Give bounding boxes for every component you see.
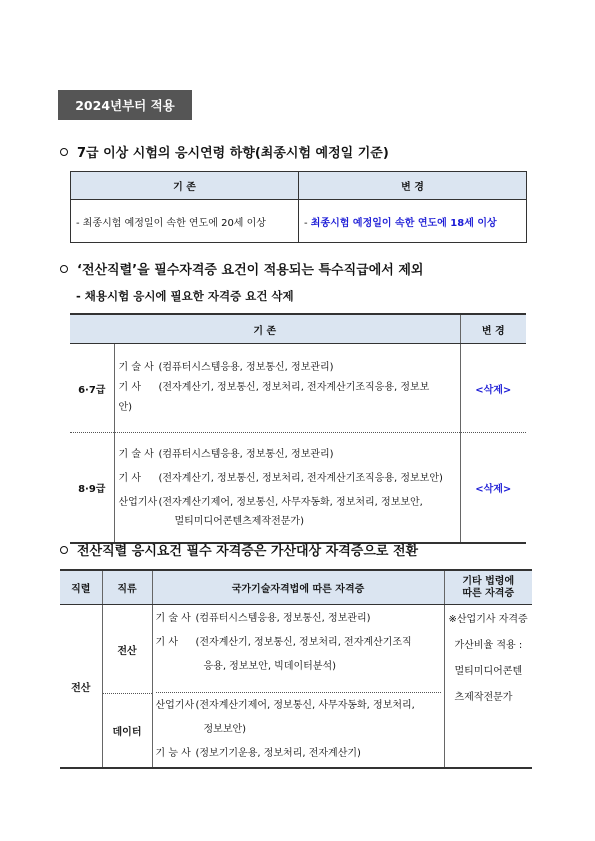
certificate-list [114, 433, 460, 544]
circle-bullet-icon [60, 546, 68, 554]
section2-title: ‘전산직렬’을 필수자격증 요건이 적용되는 특수직급에서 제외 [77, 263, 424, 278]
old-age-rule: - 최종시험 예정일이 속한 연도에 20세 이상 [71, 200, 299, 243]
section1-title: 7급 이상 시험의 응시연령 하향(최종시험 예정일 기준) [77, 146, 389, 161]
header-other-line2: 따른 자격증 [462, 587, 515, 599]
other-cert-note [444, 605, 532, 769]
circle-bullet-icon [60, 265, 68, 273]
header-new: 변 경 [299, 172, 527, 200]
cert-names: (전자계산기, 정보통신, 정보처리, 전자계산기조직응용, 정보보안) [158, 472, 443, 484]
cert-level-label: 기 사 [118, 382, 141, 393]
section2-heading [60, 259, 423, 278]
header-other-cert [444, 570, 532, 605]
cert-level-label: 산업기사 [155, 700, 195, 711]
cert-names-continued: 안) [118, 402, 133, 413]
cert-names: (컴퓨터시스템응용, 정보통신, 정보관리) [158, 362, 334, 373]
circle-bullet-icon [60, 148, 68, 156]
cert-level-label: 기 술 사 [118, 448, 154, 460]
cert-names: (컴퓨터시스템응용, 정보통신, 정보관리) [195, 613, 371, 624]
grade-label: 6·7급 [70, 344, 114, 433]
age-change-table [70, 171, 527, 243]
section1-heading [60, 142, 389, 161]
cert-level-label: 산업기사 [118, 496, 158, 508]
note-line: 츠제작전문가 [454, 692, 513, 703]
cert-names-continued: 정보보안) [203, 724, 247, 735]
cert-names: (컴퓨터시스템응용, 정보통신, 정보관리) [158, 448, 334, 460]
table-row [70, 433, 526, 544]
table-row [70, 344, 526, 433]
new-age-rule-cell [299, 200, 527, 243]
cert-level-label: 기 사 [118, 472, 141, 484]
cert-names: (전자계산기, 정보통신, 정보처리, 전자계산기조직 [195, 637, 412, 648]
grade-label: 8·9급 [70, 433, 114, 544]
cert-names: (전자계산기제어, 정보통신, 사무자동화, 정보처리, 정보보안, [158, 496, 423, 508]
new-age-prefix: - [304, 217, 311, 229]
series-label: 전산 [60, 605, 102, 769]
cert-level-label: 기 술 사 [155, 613, 191, 624]
header-series: 직렬 [60, 570, 102, 605]
header-new: 변 경 [460, 314, 526, 344]
section3-heading [60, 540, 418, 559]
cert-level-label: 기 술 사 [118, 362, 154, 373]
cert-names-continued: 응용, 정보보안, 빅데이터분석) [203, 661, 337, 672]
header-other-line1: 기타 법령에 [462, 575, 515, 587]
cert-names: (전자계산기, 정보통신, 정보처리, 전자계산기조직응용, 정보보 [158, 382, 430, 393]
header-old: 기 존 [70, 314, 460, 344]
cert-names: (전자계산기제어, 정보통신, 사무자동화, 정보처리, [195, 700, 415, 711]
cert-level-label: 기 사 [155, 637, 178, 648]
apply-from-2024-badge: 2024년부터 적용 [58, 90, 192, 120]
change-deleted: <삭제> [460, 344, 526, 433]
section2-subtitle: - 채용시험 응시에 필요한 자격증 요건 삭제 [76, 289, 294, 303]
cert-names-continued: 멀티미디어콘텐츠제작전문가) [174, 515, 304, 527]
table-row [60, 605, 532, 769]
header-old: 기 존 [71, 172, 299, 200]
certificate-list [114, 344, 460, 433]
note-line: ※산업기사 자격증 [448, 614, 528, 625]
category-label: 데이터 [112, 727, 142, 738]
header-national-cert: 국가기술자격법에 따른 자격증 [152, 570, 444, 605]
new-age-rule: 최종시험 예정일이 속한 연도에 18세 이상 [310, 217, 497, 229]
header-category: 직류 [102, 570, 152, 605]
cert-names: (정보기기운용, 정보처리, 전자계산기) [195, 748, 361, 759]
category-label: 전산 [103, 605, 152, 694]
national-cert-list [152, 605, 444, 769]
category-cell [102, 605, 152, 769]
certificate-requirement-table [70, 313, 526, 544]
note-line: 가산비율 적용 : [454, 640, 523, 651]
section3-title: 전산직렬 응시요건 필수 자격증은 가산대상 자격증으로 전환 [77, 544, 419, 559]
change-deleted: <삭제> [460, 433, 526, 544]
bonus-certificate-table [60, 569, 532, 769]
note-line: 멀티미디어콘텐 [454, 666, 523, 677]
cert-level-label: 기 능 사 [155, 748, 191, 759]
